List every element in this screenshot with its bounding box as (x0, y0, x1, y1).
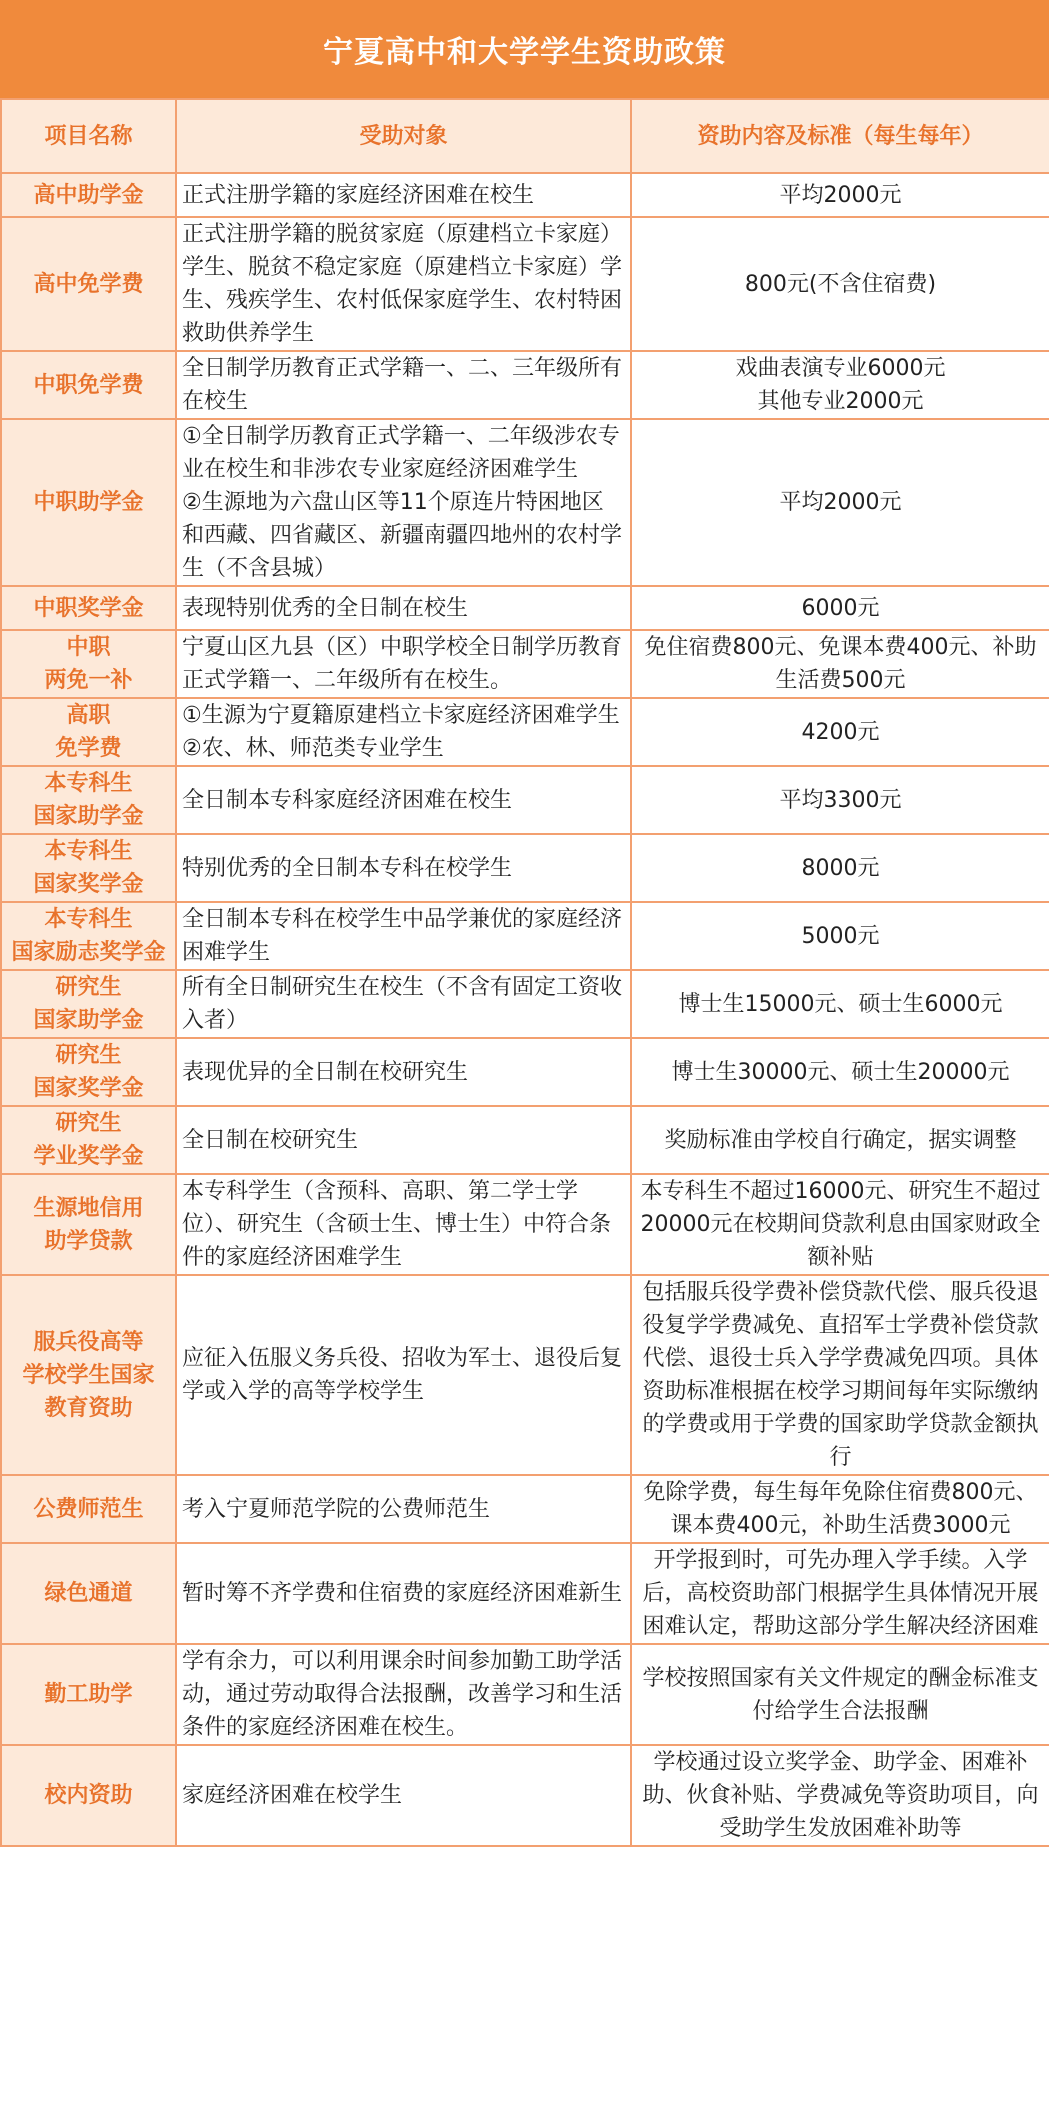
project-name-cell: 高中助学金 (1, 173, 176, 217)
table-header-row (1, 99, 1049, 173)
table-row (1, 766, 1049, 834)
standard-cell: 开学报到时，可先办理入学手续。入学后，高校资助部门根据学生具体情况开展困难认定，帮助这部分学生解决经济困难 (631, 1543, 1049, 1644)
target-cell: 应征入伍服义务兵役、招收为军士、退役后复学或入学的高等学校学生 (176, 1275, 631, 1475)
table-row (1, 902, 1049, 970)
standard-cell: 博士生30000元、硕士生20000元 (631, 1038, 1049, 1106)
standard-cell: 博士生15000元、硕士生6000元 (631, 970, 1049, 1038)
standard-cell: 4200元 (631, 698, 1049, 766)
standard-cell: 学校按照国家有关文件规定的酬金标准支付给学生合法报酬 (631, 1644, 1049, 1745)
standard-cell: 免除学费，每生每年免除住宿费800元、课本费400元，补助生活费3000元 (631, 1475, 1049, 1543)
target-cell: 学有余力，可以利用课余时间参加勤工助学活动，通过劳动取得合法报酬，改善学习和生活条件的家庭经济困难在校生。 (176, 1644, 631, 1745)
target-cell: 全日制本专科在校学生中品学兼优的家庭经济困难学生 (176, 902, 631, 970)
project-name-cell: 服兵役高等 学校学生国家 教育资助 (1, 1275, 176, 1475)
standard-cell: 8000元 (631, 834, 1049, 902)
table-row (1, 1475, 1049, 1543)
table-row (1, 1038, 1049, 1106)
project-name-cell: 研究生 国家助学金 (1, 970, 176, 1038)
target-cell: 全日制本专科家庭经济困难在校生 (176, 766, 631, 834)
project-name-cell: 生源地信用 助学贷款 (1, 1174, 176, 1275)
table-row (1, 351, 1049, 419)
table-row (1, 586, 1049, 630)
table-row (1, 1644, 1049, 1745)
standard-cell: 本专科生不超过16000元、研究生不超过20000元在校期间贷款利息由国家财政全额补贴 (631, 1174, 1049, 1275)
header-target: 受助对象 (176, 99, 631, 173)
target-cell: 正式注册学籍的脱贫家庭（原建档立卡家庭）学生、脱贫不稳定家庭（原建档立卡家庭）学生、残疾学生、农村低保家庭学生、农村特困救助供养学生 (176, 217, 631, 351)
target-cell: 宁夏山区九县（区）中职学校全日制学历教育正式学籍一、二年级所有在校生。 (176, 630, 631, 698)
target-cell: 所有全日制研究生在校生（不含有固定工资收入者） (176, 970, 631, 1038)
standard-cell: 戏曲表演专业6000元 其他专业2000元 (631, 351, 1049, 419)
target-cell: 暂时筹不齐学费和住宿费的家庭经济困难新生 (176, 1543, 631, 1644)
project-name-cell: 本专科生 国家助学金 (1, 766, 176, 834)
target-cell: 考入宁夏师范学院的公费师范生 (176, 1475, 631, 1543)
project-name-cell: 中职奖学金 (1, 586, 176, 630)
project-name-cell: 高中免学费 (1, 217, 176, 351)
table-row (1, 1174, 1049, 1275)
target-cell: 本专科学生（含预科、高职、第二学士学位）、研究生（含硕士生、博士生）中符合条件的家庭经济困难学生 (176, 1174, 631, 1275)
table-row (1, 970, 1049, 1038)
standard-cell: 800元(不含住宿费) (631, 217, 1049, 351)
table-row (1, 419, 1049, 586)
project-name-cell: 中职免学费 (1, 351, 176, 419)
standard-cell: 平均2000元 (631, 173, 1049, 217)
project-name-cell: 研究生 学业奖学金 (1, 1106, 176, 1174)
table-row (1, 1745, 1049, 1846)
standard-cell: 学校通过设立奖学金、助学金、困难补助、伙食补贴、学费减免等资助项目，向受助学生发放困难补助等 (631, 1745, 1049, 1846)
table-row (1, 1106, 1049, 1174)
project-name-cell: 校内资助 (1, 1745, 176, 1846)
target-cell: ①生源为宁夏籍原建档立卡家庭经济困难学生 ②农、林、师范类专业学生 (176, 698, 631, 766)
standard-cell: 6000元 (631, 586, 1049, 630)
target-cell: 正式注册学籍的家庭经济困难在校生 (176, 173, 631, 217)
page-title: 宁夏高中和大学学生资助政策 (323, 35, 726, 70)
policy-table (0, 98, 1049, 1847)
target-cell: 家庭经济困难在校学生 (176, 1745, 631, 1846)
standard-cell: 平均2000元 (631, 419, 1049, 586)
project-name-cell: 中职 两免一补 (1, 630, 176, 698)
header-project-name: 项目名称 (1, 99, 176, 173)
project-name-cell: 研究生 国家奖学金 (1, 1038, 176, 1106)
target-cell: ①全日制学历教育正式学籍一、二年级涉农专业在校生和非涉农专业家庭经济困难学生 ②生源地为六盘山区等11个原连片特困地区和西藏、四省藏区、新疆南疆四地州的农村学生（不含县城） (176, 419, 631, 586)
page-header (0, 0, 1049, 98)
table-row (1, 698, 1049, 766)
target-cell: 表现优异的全日制在校研究生 (176, 1038, 631, 1106)
table-row (1, 630, 1049, 698)
table-row (1, 217, 1049, 351)
standard-cell: 免住宿费800元、免课本费400元、补助生活费500元 (631, 630, 1049, 698)
target-cell: 特别优秀的全日制本专科在校学生 (176, 834, 631, 902)
project-name-cell: 本专科生 国家奖学金 (1, 834, 176, 902)
project-name-cell: 中职助学金 (1, 419, 176, 586)
standard-cell: 5000元 (631, 902, 1049, 970)
project-name-cell: 绿色通道 (1, 1543, 176, 1644)
table-row (1, 834, 1049, 902)
standard-cell: 平均3300元 (631, 766, 1049, 834)
project-name-cell: 公费师范生 (1, 1475, 176, 1543)
project-name-cell: 本专科生 国家励志奖学金 (1, 902, 176, 970)
table-row (1, 1275, 1049, 1475)
target-cell: 表现特别优秀的全日制在校生 (176, 586, 631, 630)
project-name-cell: 勤工助学 (1, 1644, 176, 1745)
target-cell: 全日制在校研究生 (176, 1106, 631, 1174)
table-row (1, 173, 1049, 217)
standard-cell: 包括服兵役学费补偿贷款代偿、服兵役退役复学学费减免、直招军士学费补偿贷款代偿、退役士兵入学学费减免四项。具体资助标准根据在校学习期间每年实际缴纳的学费或用于学费的国家助学贷款金额执行 (631, 1275, 1049, 1475)
project-name-cell: 高职 免学费 (1, 698, 176, 766)
standard-cell: 奖励标准由学校自行确定，据实调整 (631, 1106, 1049, 1174)
header-standard: 资助内容及标准（每生每年） (631, 99, 1049, 173)
target-cell: 全日制学历教育正式学籍一、二、三年级所有在校生 (176, 351, 631, 419)
table-row (1, 1543, 1049, 1644)
